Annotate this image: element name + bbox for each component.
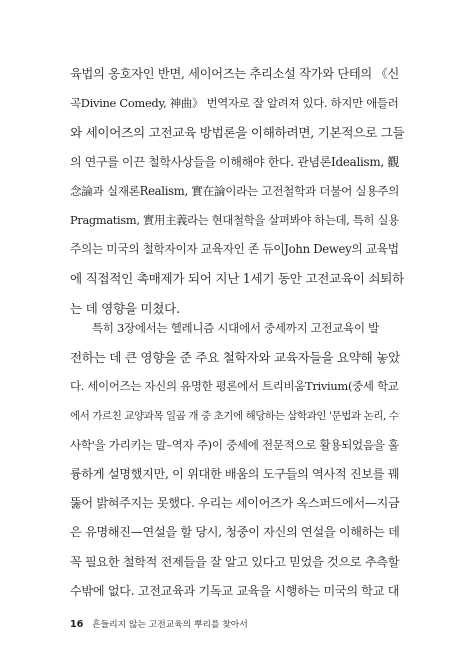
text-line: 에서 가르친 교양과목 일곱 개 중 초기에 해당하는 삼학과인 '문법과 논리, 수 <box>70 409 399 422</box>
text-line: Pragmatism, 實用主義라는 현대철학을 살펴봐야 하는데, 특히 실용 <box>70 212 399 227</box>
text-line: 사학'을 가리키는 말–역자 주)이 중세에 전문적으로 활용되었음을 훌 <box>70 437 399 452</box>
page-footer <box>70 617 248 630</box>
text-line: 육법의 옹호자인 반면, 세이어즈는 추리소설 작가와 단테의 《신 <box>70 67 400 81</box>
text-line: 곡Divine Comedy, 神曲》 번역자로 잘 알려져 있다. 하지만 애들러 <box>70 96 399 111</box>
text-line: 륭하게 설명했지만, 이 위대한 배움의 도구들의 역사적 진보를 꿰 <box>70 466 400 481</box>
text-line: 전하는 데 큰 영향을 준 주요 철학자와 교육자들을 요약해 놓았 <box>70 350 400 366</box>
text-line: 뚫어 밝혀주지는 못했다. 우리는 세이어즈가 옥스퍼드에서—지금 <box>70 496 400 511</box>
text-line: 특히 3장에서는 헬레니즘 시대에서 중세까지 고전교육이 발 <box>92 321 379 335</box>
text-line: 수밖에 없다. 고전교육과 기독교 교육을 시행하는 미국의 학교 대 <box>70 583 400 598</box>
text-line: 에 직접적인 촉매제가 되어 지난 1세기 동안 고전교육이 쇠퇴하 <box>70 271 404 287</box>
text-line: 은 유명해진—연설을 할 당시, 청중이 자신의 연설을 이해하는 데 <box>70 525 400 540</box>
text-line: 念論과 실재론Realism, 實在論이라는 고전철학과 더불어 실용주의 <box>70 183 400 198</box>
page-number: 16 <box>70 619 84 630</box>
text-line: 는 데 영향을 미쳤다. <box>70 300 180 316</box>
text-line: 꼭 필요한 철학적 전제들을 잘 알고 있다고 믿었을 것으로 추측할 <box>70 554 400 569</box>
text-line: 의 연구를 이끈 철학사상들을 이해해야 한다. 관념론Idealism, 觀 <box>70 154 400 169</box>
text-line: 다. 세이어즈는 자신의 유명한 평론에서 트리비움Trivium(중세 학교 <box>70 379 399 394</box>
text-line: 와 세이어즈의 고전교육 방법론을 이해하려면, 기본적으로 그들 <box>70 125 405 141</box>
paragraph-1 <box>70 60 405 323</box>
paragraph-2 <box>70 314 405 606</box>
text-line: 주의는 미국의 철학자이자 교육자인 존 듀이John Dewey의 교육법 <box>70 242 399 257</box>
running-title: 흔들리지 않는 고전교육의 뿌리를 찾아서 <box>92 620 248 630</box>
